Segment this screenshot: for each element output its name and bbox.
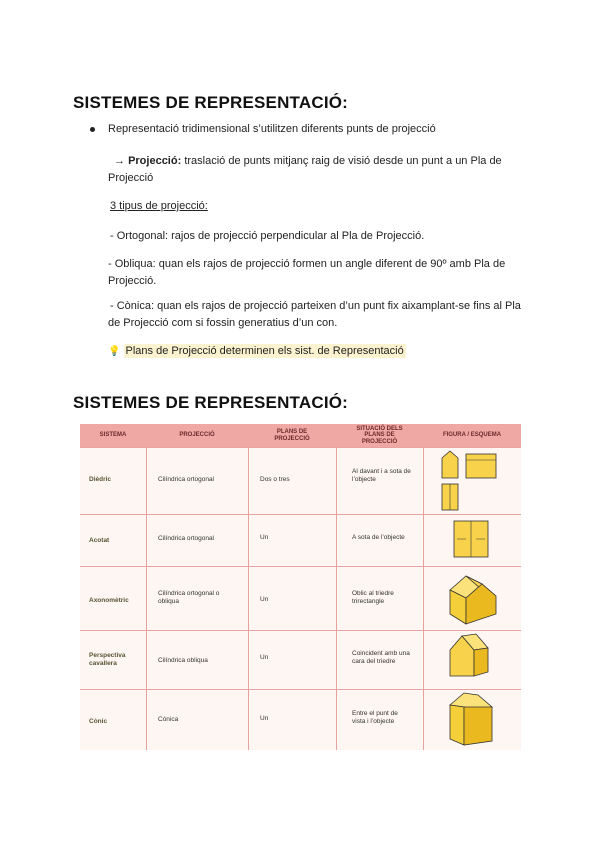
- section-title-2: SISTEMES DE REPRESENTACIÓ:: [73, 393, 349, 412]
- row-cavallera-situacio: Coincident amb una cara del triedre: [352, 650, 410, 665]
- grid-line: [80, 689, 521, 690]
- dieric-figure: [440, 450, 506, 512]
- row-dieric-projeccio: Cilíndrica ortogonal: [158, 476, 215, 483]
- row-acotat-projeccio: Cilíndrica ortogonal: [158, 535, 215, 542]
- row-dieric-sistema: Dièdric: [89, 476, 112, 483]
- conica-line1: - Cònica: quan els rajos de projecció parteixen d’un punt fix aixamplant-se fins al Pla: [110, 300, 521, 312]
- row-axonometric-sistema: Axonomètric: [89, 597, 129, 604]
- row-cavallera-sistema: Perspectiva cavallera: [89, 652, 126, 667]
- header-situacio: SITUACIÓ DELS PLANS DE PROJECCIÓ: [356, 425, 403, 445]
- axonometric-figure: [444, 570, 502, 628]
- section-title: SISTEMES DE REPRESENTACIÓ:: [73, 93, 349, 112]
- row-conic-projeccio: Cònica: [158, 716, 179, 723]
- grid-line: [80, 514, 521, 515]
- grid-line: [80, 630, 521, 631]
- grid-line: [423, 447, 424, 750]
- row-dieric-situacio: Al davant i a sota de l’objecte: [352, 468, 411, 483]
- note-line: [108, 343, 406, 360]
- grid-line: [248, 447, 249, 750]
- obliqua-line2: Projecció.: [108, 275, 157, 287]
- row-cavallera-plans: Un: [260, 654, 269, 661]
- header-sistema: SISTEMA: [99, 432, 127, 439]
- row-axonometric-plans: Un: [260, 596, 269, 603]
- obliqua-line1: - Obliqua: quan els rajos de projecció formen un angle diferent de 90º amb Pla de: [108, 258, 506, 270]
- row-conic-plans: Un: [260, 715, 269, 722]
- row-conic-sistema: Cònic: [89, 718, 108, 725]
- row-axonometric-situacio: Oblic al triedre trirectangle: [352, 590, 394, 605]
- conic-figure: [444, 691, 502, 749]
- grid-line: [336, 447, 337, 750]
- ortogonal-text: - Ortogonal: rajos de projecció perpendicular al Pla de Projecció.: [110, 230, 425, 242]
- projection-systems-table: [80, 424, 521, 750]
- projeccio-definition: [108, 153, 538, 187]
- obliqua-text: [108, 256, 538, 290]
- cavallera-figure: [446, 632, 500, 688]
- row-axonometric-projeccio: Cilíndrica ortogonal o obliqua: [158, 590, 220, 605]
- conica-text: [108, 298, 548, 332]
- header-projeccio: PROJECCIÓ: [179, 432, 215, 439]
- row-dieric-plans: Dos o tres: [260, 476, 290, 483]
- bullet-text: Representació tridimensional s’utilitzen diferents punts de projecció: [108, 123, 436, 135]
- projeccio-def-line2: Projecció: [108, 172, 154, 184]
- row-acotat-situacio: A sota de l’objecte: [352, 534, 405, 541]
- acotat-figure: [452, 519, 490, 561]
- projeccio-def-line1: traslació de punts mitjanç raig de visió desde un punt a un Pla de: [184, 155, 502, 167]
- conica-line2: de Projecció com si fossin generatius d’un con.: [108, 317, 338, 329]
- row-acotat-sistema: Acotat: [89, 537, 110, 544]
- row-conic-situacio: Entre el punt de vista i l’objecte: [352, 710, 398, 725]
- grid-line: [146, 447, 147, 750]
- row-acotat-plans: Un: [260, 534, 269, 541]
- note-text: Plans de Projecció determinen els sist. de Representació: [125, 345, 404, 357]
- tipus-heading: 3 tipus de projecció:: [110, 200, 208, 212]
- header-figura: FIGURA / ESQUEMA: [442, 432, 502, 439]
- grid-line: [80, 447, 521, 448]
- row-cavallera-projeccio: Cilíndrica obliqua: [158, 657, 208, 664]
- arrow-icon: →: [114, 155, 125, 167]
- lightbulb-icon: 💡: [108, 346, 121, 357]
- bullet-dot: [90, 127, 95, 132]
- header-plans: PLANS DE PROJECCIÓ: [274, 429, 310, 442]
- grid-line: [80, 566, 521, 567]
- projeccio-term: Projecció:: [128, 155, 182, 167]
